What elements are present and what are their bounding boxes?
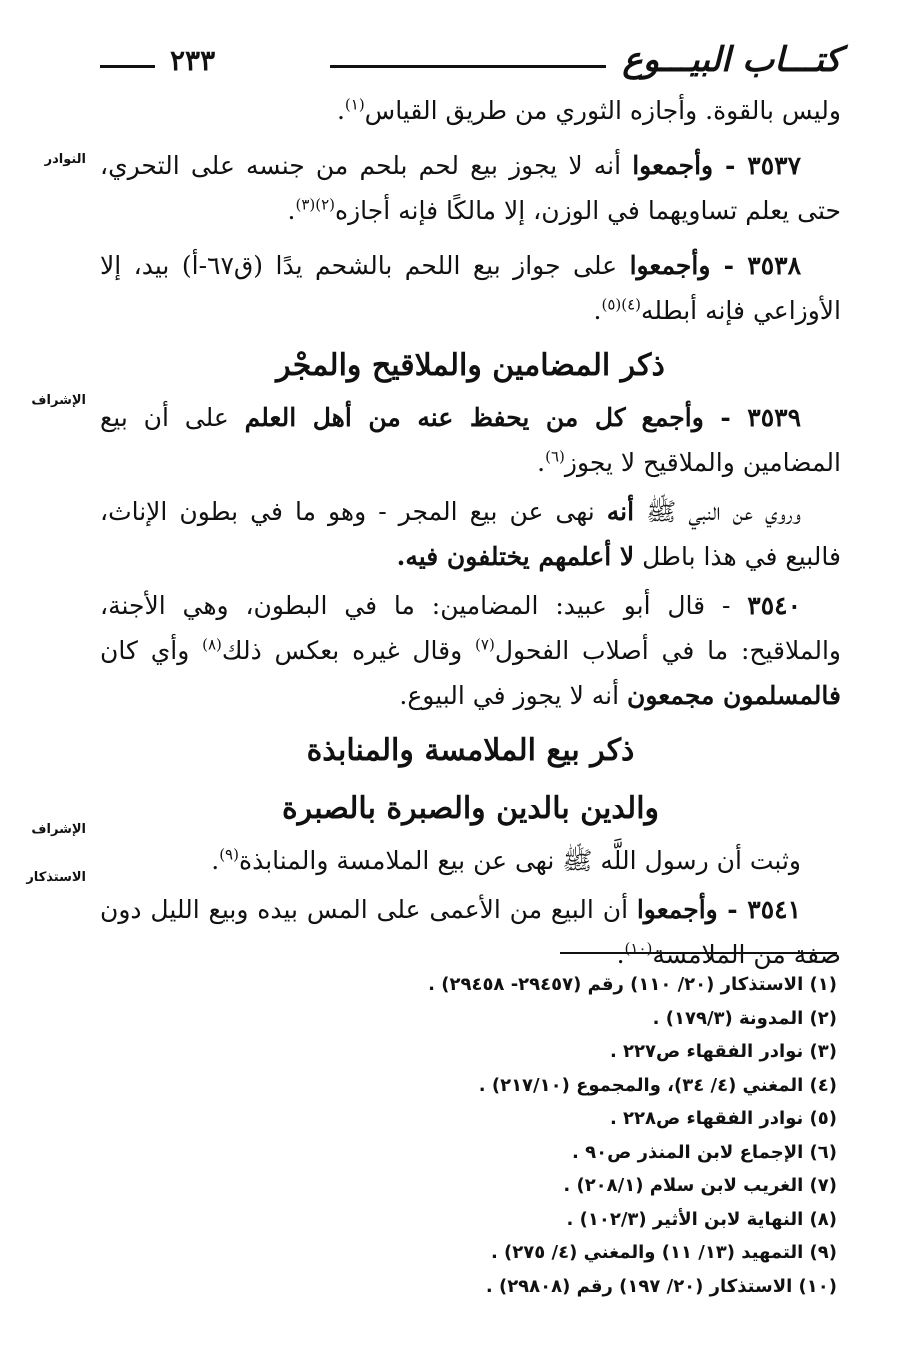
header-rule-short (100, 65, 155, 68)
margin-note: الاستذكار (26, 870, 86, 885)
paragraph-text: نهى عن بيع المجر - وهو ما في بطون الإناث، فالبيع في هذا باطل (100, 497, 841, 571)
footnote-rule (560, 952, 837, 954)
footnote: (١) الاستذكار (٢٠/ ١١٠) رقم (٢٩٤٥٧- ٢٩٤٥٨) . (428, 974, 837, 995)
paragraph-text: وأي كان (100, 636, 190, 665)
paragraph (100, 489, 841, 579)
footnote: (٩) التمهيد (١٣/ ١١) والمغني (٤/ ٢٧٥) . (490, 1242, 837, 1263)
paragraph-text: - قال أبو عبيد: المضامين: ما في البطون، وهي الأجنة، والملاقيح: ما في أصلاب الفحول (100, 591, 842, 665)
margin-note: الإشراف (31, 822, 86, 837)
paragraph-text: وليس بالقوة. وأجازه الثوري من طريق القياس (364, 96, 841, 125)
header-rule (330, 65, 606, 68)
footnote-ref: (٧) (475, 635, 495, 654)
footnote: (٦) الإجماع لابن المنذر ص٩٠ . (572, 1141, 837, 1163)
paragraph-end: . (211, 846, 220, 875)
bold-text: لا أعلمهم يختلفون فيه (405, 542, 635, 571)
paragraph-end: . (616, 940, 625, 969)
footnote: (٧) الغريب لابن سلام (٢٠٨/١) . (563, 1175, 837, 1196)
paragraph-text: وثبت أن رسول اللَّه ﷺ نهى عن بيع الملامسة والمنابذة (238, 846, 801, 875)
paragraph (100, 583, 841, 718)
footnote-ref: (١) (344, 95, 365, 114)
paragraph (100, 838, 841, 883)
page-header (100, 40, 841, 80)
paragraph-end: . (593, 296, 602, 325)
footnotes (300, 968, 837, 1303)
margin-note: النوادر (44, 152, 86, 167)
footnote: (٨) النهاية لابن الأثير (١٠٢/٣) . (566, 1208, 837, 1230)
issue-number: ٣٥٤١ - وأجمعوا (636, 895, 801, 924)
paragraph (100, 395, 841, 485)
footnote-ref: (١٠) (624, 939, 653, 958)
page-number: ٢٣٣ (170, 44, 216, 77)
paragraph (100, 887, 841, 977)
paragraph-text: على جواز بيع اللحم بالشحم يدًا (ق٦٧-أ) بيد، إلا الأوزاعي فإنه أبطله (100, 251, 841, 325)
footnote-ref: (٩) (219, 845, 239, 864)
footnote: (٢) المدونة (١٧٩/٣) . (652, 1007, 837, 1029)
footnote: (٤) المغني (٤/ ٣٤)، والمجموع (٢١٧/١٠) . (478, 1074, 837, 1096)
paragraph-text: أنه لا يجوز بيع لحم بلحم من جنسه على التحري، حتى يعلم تساويهما في الوزن، إلا مالكًا فإنه أجازه (100, 151, 841, 225)
section-heading: ذكر المضامين والملاقيح والمجْر (276, 348, 665, 383)
margin-note: الإشراف (31, 393, 86, 408)
paragraph-text: أن البيع من الأعمى على المس بيده وبيع الليل دون صفة من الملامسة (100, 895, 841, 969)
issue-number: ٣٥٣٨ - وأجمعوا (629, 251, 801, 280)
body-text (100, 88, 841, 981)
footnote: (١٠) الاستذكار (٢٠/ ١٩٧) رقم (٢٩٨٠٨) . (485, 1275, 837, 1297)
footnote: (٥) نوادر الفقهاء ص٢٢٨ . (609, 1108, 837, 1129)
paragraph-text: على أن بيع المضامين والملاقيح لا يجوز (100, 403, 841, 477)
footnote-ref: (٢)(٣) (295, 195, 336, 214)
issue-number: ٣٥٤٠ (747, 591, 801, 620)
footnote-ref: (٦) (545, 447, 565, 466)
bold-text: كل من يحفظ عنه من أهل العلم (244, 403, 626, 432)
bold-text: أنه (606, 497, 635, 526)
book-title: كتـــاب البيـــوع (622, 40, 841, 80)
issue-number: ٣٥٣٧ - وأجمعوا (632, 151, 801, 180)
paragraph-end: . (336, 96, 345, 125)
paragraph-text: وقال غيره بعكس ذلك (221, 636, 463, 665)
footnote: (٣) نوادر الفقهاء ص٢٢٧ . (609, 1041, 837, 1062)
paragraph-text: وروي عن النبي ﷺ (646, 497, 801, 526)
paragraph (100, 143, 841, 233)
footnote-ref: (٤)(٥) (601, 295, 642, 314)
bold-text: فالمسلمون مجمعون (627, 681, 841, 710)
paragraph (100, 88, 841, 133)
issue-number: ٣٥٣٩ - وأجمع (641, 403, 802, 432)
section-subheading: والدين بالدين والصبرة بالصبرة (281, 791, 660, 826)
paragraph-end: . (537, 448, 546, 477)
section-heading: ذكر بيع الملامسة والمنابذة (306, 733, 635, 768)
paragraph-text: أنه لا يجوز في البيوع. (399, 681, 620, 710)
paragraph-end: . (287, 196, 296, 225)
paragraph (100, 243, 841, 333)
footnote-ref: (٨) (202, 635, 222, 654)
paragraph-end: . (396, 542, 406, 571)
